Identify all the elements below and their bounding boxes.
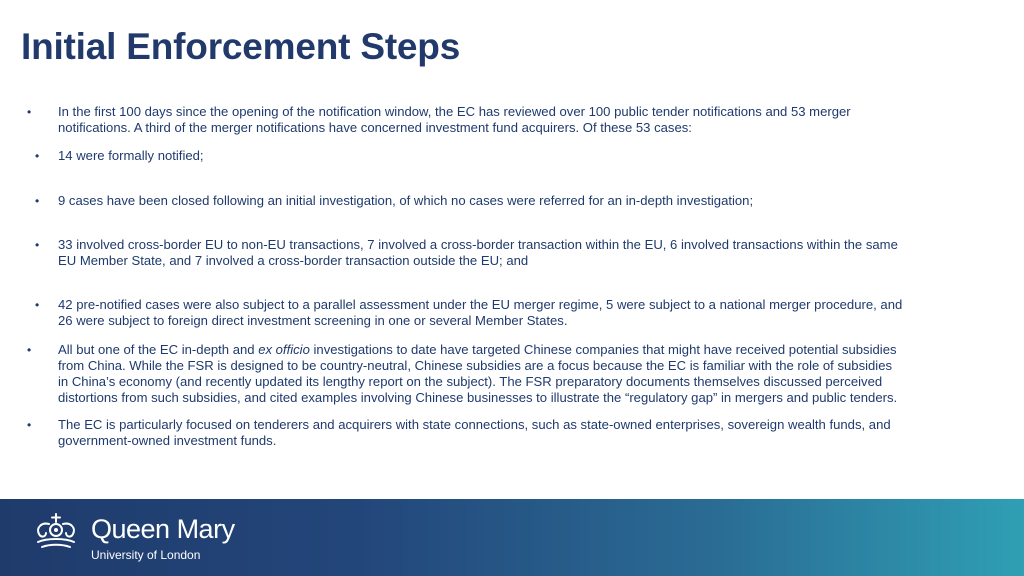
bullet-text: 42 pre-notified cases were also subject to a parallel assessment under the EU merger regime, 5 were subject to a national merger procedure, and 26 were subject to foreign direct investment screening in one or several Member States. (58, 297, 903, 328)
bullet-text: 33 involved cross-border EU to non-EU transactions, 7 involved a cross-border transaction within the EU, 6 involved transactions within the same EU Member State, and 7 involved a cross-border transaction outside the EU; and (58, 237, 898, 268)
bullet-dot: • (35, 238, 40, 252)
emphasis-text: ex officio (258, 342, 310, 357)
logo-subtitle: University of London (91, 548, 201, 562)
logo-wordmark: Queen Mary (91, 514, 235, 544)
bullet-dot: • (27, 105, 32, 119)
bullet-text: All but one of the EC in-depth and ex officio investigations to date have targeted Chinese companies that might have received potential subsidies from China. While the FSR is designed to be country-neutral, Chinese subsidies are a focus because the EC is familiar with the role of subsidies in China’s economy (and recently updated its lengthy report on the subject). The FSR preparatory documents themselves discussed perceived distortions from such subsidies, and cited examples involving Chinese businesses to illustrate the “regulatory gap” in mergers and public tenders. (58, 342, 898, 405)
bullet-dot: • (27, 418, 32, 432)
bullet-dot: • (27, 343, 32, 357)
slide-title: Initial Enforcement Steps (21, 26, 461, 67)
bullet-text: 9 cases have been closed following an initial investigation, of which no cases were referred for an in-depth investigation; (58, 193, 754, 208)
bullet-text: The EC is particularly focused on tenderers and acquirers with state connections, such as state-owned enterprises, sovereign wealth funds, and government-owned investment funds. (58, 417, 891, 448)
bullet-dot: • (35, 149, 40, 163)
bullet-dot: • (35, 194, 40, 208)
crest-icon (33, 512, 79, 552)
bullet-text: In the first 100 days since the opening of the notification window, the EC has reviewed over 100 public tender notifications and 53 merger notifications. A third of the merger notifications have concerned investment fund acquirers. Of these 53 cases: (58, 104, 851, 135)
bullet-dot: • (35, 298, 40, 312)
bullet-text: 14 were formally notified; (58, 148, 204, 163)
